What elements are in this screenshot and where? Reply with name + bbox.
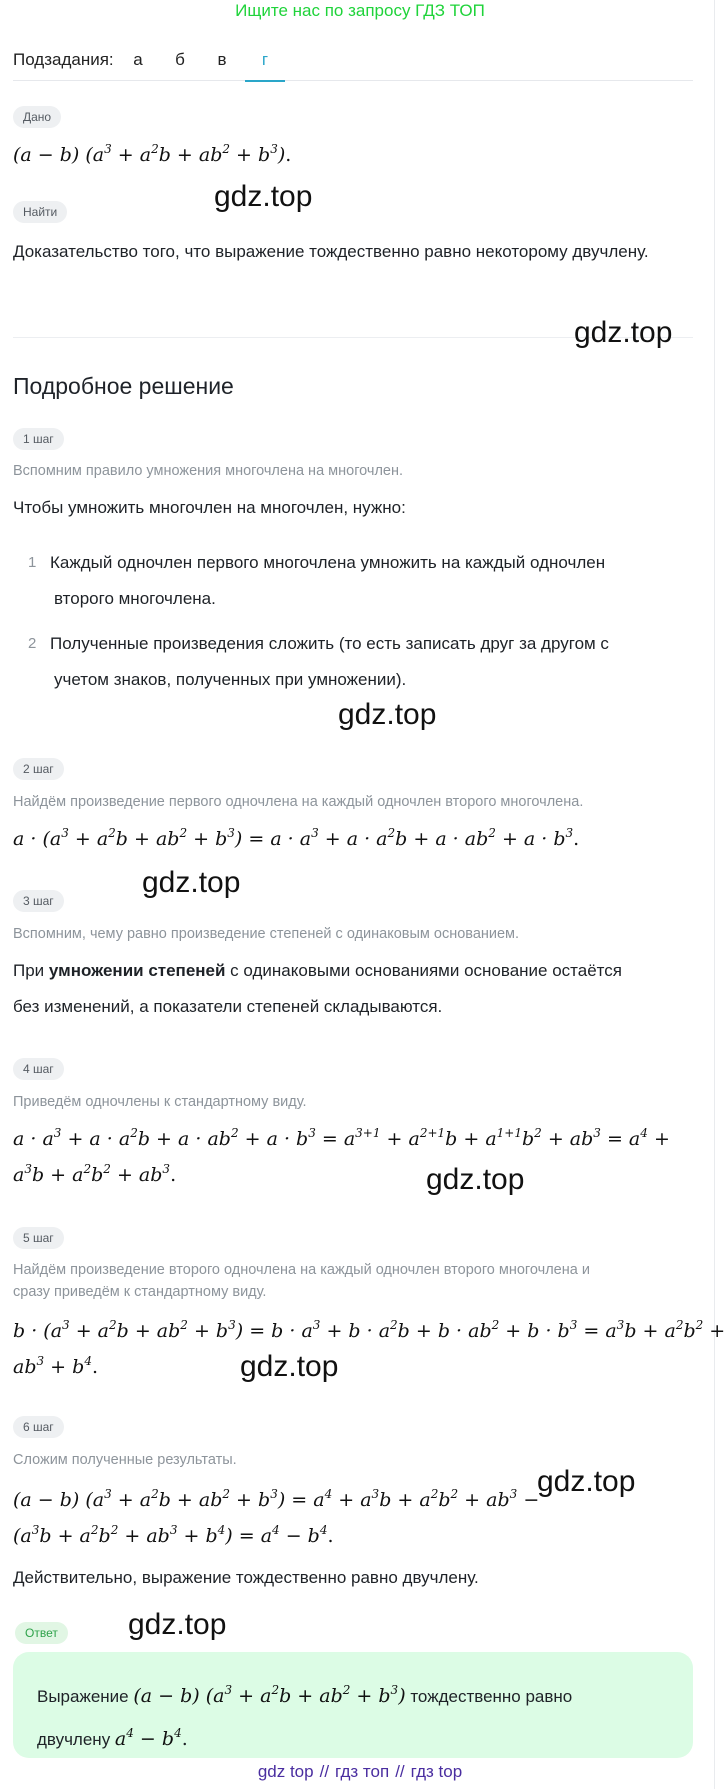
- tab-subtask-v[interactable]: в: [217, 50, 227, 69]
- watermark: gdz.top: [426, 1163, 525, 1196]
- footer-link[interactable]: гдз top: [410, 1762, 463, 1781]
- step-5-expression-line1: $b \cdot (a^3 + a^2b + ab^2 + b^3) = b \cdot a^3 + b \cdot a^2b + b \cdot ab^2 + b \cdot b^3 = a^3b + a^2b^2$ +: [13, 1318, 725, 1342]
- list-number: 1: [28, 554, 37, 571]
- step-1-text: Чтобы умножить многочлен на многочлен, нужно:: [13, 498, 406, 517]
- step-6-conclusion: Действительно, выражение тождественно равно двучлену.: [13, 1568, 479, 1587]
- answer-box: [13, 1652, 693, 1758]
- subtasks-bar: [13, 44, 693, 81]
- step-2-expression: $a \cdot (a^3 + a^2b + ab^2 + b^3) = a \cdot a^3 + a \cdot a^2b + a \cdot ab^2 + a \cdot b^3$.: [13, 826, 580, 850]
- find-chip: Найти: [13, 201, 67, 223]
- step-2-chip: 2 шаг: [13, 758, 64, 780]
- step-4-chip: 4 шаг: [13, 1058, 64, 1080]
- step-4-expression-line2: $a^3b + a^2b^2 + ab^3$.: [13, 1162, 177, 1186]
- step-3-hint: Вспомним, чему равно произведение степеней с одинаковым основанием.: [13, 926, 520, 942]
- bold-term: умножении степеней: [48, 961, 226, 980]
- watermark: gdz.top: [574, 316, 673, 349]
- footer-links: gdz top // гдз топ // гдз top: [257, 1762, 463, 1781]
- find-text: Доказательство того, что выражение тождественно равно некоторому двучлену.: [13, 242, 649, 261]
- list-text: Каждый одночлен первого многочлена умножить на каждый одночлен: [50, 553, 606, 572]
- step-6-expression-line2: $(a^3b + a^2b^2 + ab^3 + b^4) = a^4 - b^4$.: [13, 1523, 334, 1547]
- scrollbar-track[interactable]: [714, 0, 715, 1789]
- step-3-chip: 3 шаг: [13, 890, 64, 912]
- step-3-text: При умножении степеней с одинаковыми основаниями основание остаётся: [13, 961, 622, 980]
- answer-expression: (a − b) $(a^3 + a^2b + ab^2 + b^3)$: [133, 1683, 406, 1707]
- tab-subtask-b[interactable]: б: [175, 50, 185, 69]
- tab-subtask-a[interactable]: а: [133, 50, 143, 69]
- step-5-expression-line2: $ab^3 + b^4$.: [13, 1354, 98, 1378]
- given-chip: Дано: [13, 106, 61, 128]
- step-6-hint: Сложим полученные результаты.: [13, 1452, 237, 1468]
- subtasks-label: Подзадания:: [13, 50, 114, 69]
- watermark: gdz.top: [240, 1350, 339, 1383]
- step-2-hint: Найдём произведение первого одночлена на каждый одночлен второго многочлена.: [13, 794, 584, 810]
- step-4-hint: Приведём одночлены к стандартному виду.: [13, 1094, 307, 1110]
- step-5-hint: Найдём произведение второго одночлена на каждый одночлен второго многочлена и: [13, 1262, 590, 1278]
- step-1-chip: 1 шаг: [13, 428, 64, 450]
- watermark: gdz.top: [214, 180, 313, 213]
- step-6-chip: 6 шаг: [13, 1416, 64, 1438]
- watermark: gdz.top: [128, 1608, 227, 1641]
- step-5-hint-line2: сразу приведём к стандартному виду.: [13, 1284, 267, 1300]
- footer-link[interactable]: гдз топ: [335, 1762, 390, 1781]
- tab-subtask-g[interactable]: г: [245, 50, 285, 70]
- watermark: gdz.top: [338, 698, 437, 731]
- answer-chip: Ответ: [15, 1622, 68, 1644]
- given-expression: (a − b) $(a^3 + a^2b + ab^2 + b^3)$.: [13, 142, 292, 166]
- step-6-expression-line1: (a − b) $(a^3 + a^2b + ab^2 + b^3) = a^4 + a^3b + a^2b^2 + ab^3$ −: [13, 1487, 540, 1511]
- top-banner: Ищите нас по запросу ГДЗ ТОП: [235, 1, 485, 20]
- list-text: учетом знаков, полученных при умножении).: [54, 670, 407, 689]
- solution-title: Подробное решение: [13, 373, 234, 399]
- list-number: 2: [28, 635, 37, 652]
- watermark: gdz.top: [537, 1465, 636, 1498]
- answer-text: Выражение (a − b) $(a^3 + a^2b + ab^2 + b^3)$ тождественно равно двучлену $a^4 - b^4$.: [37, 1683, 573, 1750]
- step-3-text-line2: без изменений, а показатели степеней складываются.: [13, 997, 443, 1016]
- step-1-hint: Вспомним правило умножения многочлена на многочлен.: [13, 463, 404, 479]
- step-5-chip: 5 шаг: [13, 1227, 64, 1249]
- step-4-expression-line1: $a \cdot a^3 + a \cdot a^2b + a \cdot ab^2 + a \cdot b^3 = a^{3+1} + a^{2+1}b + a^{1+1}b^2 + ab^3 = a^4$ +: [13, 1126, 670, 1150]
- list-text: Полученные произведения сложить (то есть записать друг за другом с: [50, 634, 609, 653]
- answer-binomial: $a^4 - b^4$: [114, 1726, 182, 1750]
- list-text: второго многочлена.: [54, 589, 216, 608]
- footer-link[interactable]: gdz top: [257, 1762, 314, 1781]
- watermark: gdz.top: [142, 866, 241, 899]
